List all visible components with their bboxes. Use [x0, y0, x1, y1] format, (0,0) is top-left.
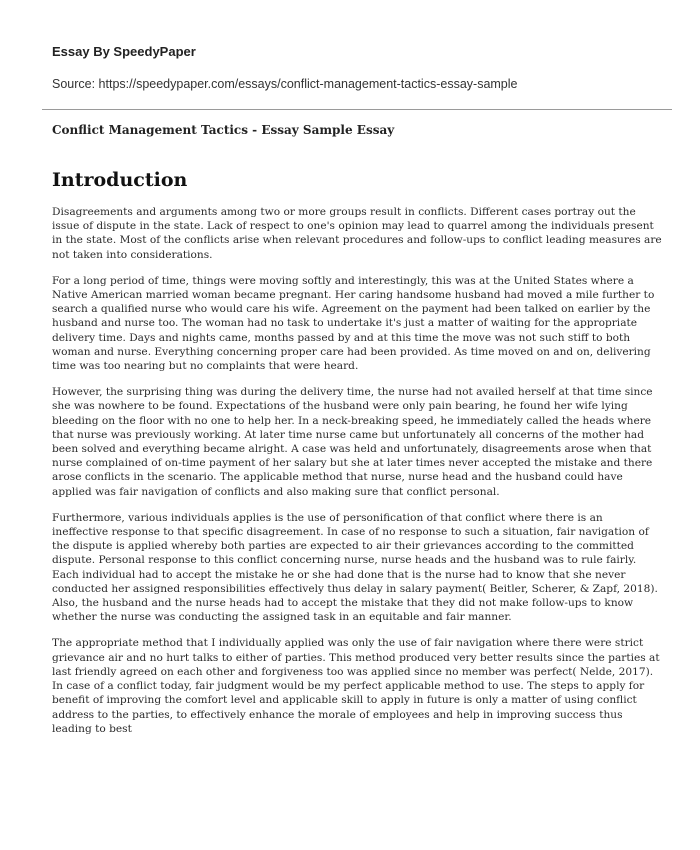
paragraph: For a long period of time, things were moving softly and interestingly, this was at the United States where a Native American married woman became pregnant. Her caring handsome husband had moved a mile further to search a qualified nurse who would care his wife. Agreement on the payment had been talked on earlier by the husband and nurse too. The woman had no task to undertake it's just a matter of waiting for the appropriate delivery time. Days and nights came, months passed by and at this time the move was not such stiff to both woman and nurse. Everything concerning proper care had been provided. As time moved on and on, delivering time was too nearing but no complaints that were heard.: [52, 274, 655, 373]
paragraph: The appropriate method that I individually applied was only the use of fair navigation where there were strict grievance air and no hurt talks to either of parties. This method produced very better results since the parties at last friendly agreed on each other and forgiveness too was applied since no member was perfect( Nelde, 2017). In case of a conflict today, fair judgment would be my perfect applicable method to use. The steps to apply for benefit of improving the comfort level and applicable skill to apply in future is only a matter of using conflict address to the parties, to effectively enhance the morale of employees and help in improving success thus leading to best: [52, 637, 660, 735]
essay-body: [52, 205, 662, 736]
section-heading: Introduction: [52, 169, 188, 191]
paragraph: Furthermore, various individuals applies is the use of personification of that conflict where there is an ineffective response to that specific disagreement. In case of no response to such a situation, fair navigation of the dispute is applied whereby both parties are expected to air their grievances according to the committed dispute. Personal response to this conflict concerning nurse, nurse heads and the husband was to rule fairly. Each individual had to accept the mistake he or she had done that is the nurse had to know that she never conducted her assigned responsibilities effectively thus delay in salary payment( Beitler, Scherer, & Zapf, 2018). Also, the husband and the nurse heads had to accept the mistake that they did not make follow-ups to know whether the nurse was conducting the assigned task in an equitable and fair manner.: [52, 511, 658, 624]
brand-title: Essay By SpeedyPaper: [52, 44, 196, 59]
paragraph: However, the surprising thing was during the delivery time, the nurse had not availed herself at that time since she was nowhere to be found. Expectations of the husband were only pain bearing, he found her wife lying bleeding on the floor with no one to help her. In a neck-breaking speed, he immediately called the heads where that nurse was previously working. At later time nurse came but unfortunately all concerns of the mother had been solved and everything became alright. A case was held and unfortunately, disagreements arose when that nurse complained of on-time payment of her salary but she at later times never accepted the mistake and there arose conflicts in the scenario. The applicable method that nurse, nurse head and the husband could have applied was fair navigation of conflicts and also making sure that conflict personal.: [52, 386, 653, 498]
source-line: Source: https://speedypaper.com/essays/conflict-management-tactics-essay-sample: [52, 77, 518, 91]
paragraph: Disagreements and arguments among two or more groups result in conflicts. Different cases portray out the issue of dispute in the state. Lack of respect to one's opinion may lead to quarrel among the individuals present in the state. Most of the conflicts arise when relevant procedures and follow-ups to conflict leading measures are not taken into considerations.: [52, 206, 662, 261]
header-divider: [42, 109, 672, 110]
essay-title: Conflict Management Tactics - Essay Sample Essay: [52, 123, 395, 137]
